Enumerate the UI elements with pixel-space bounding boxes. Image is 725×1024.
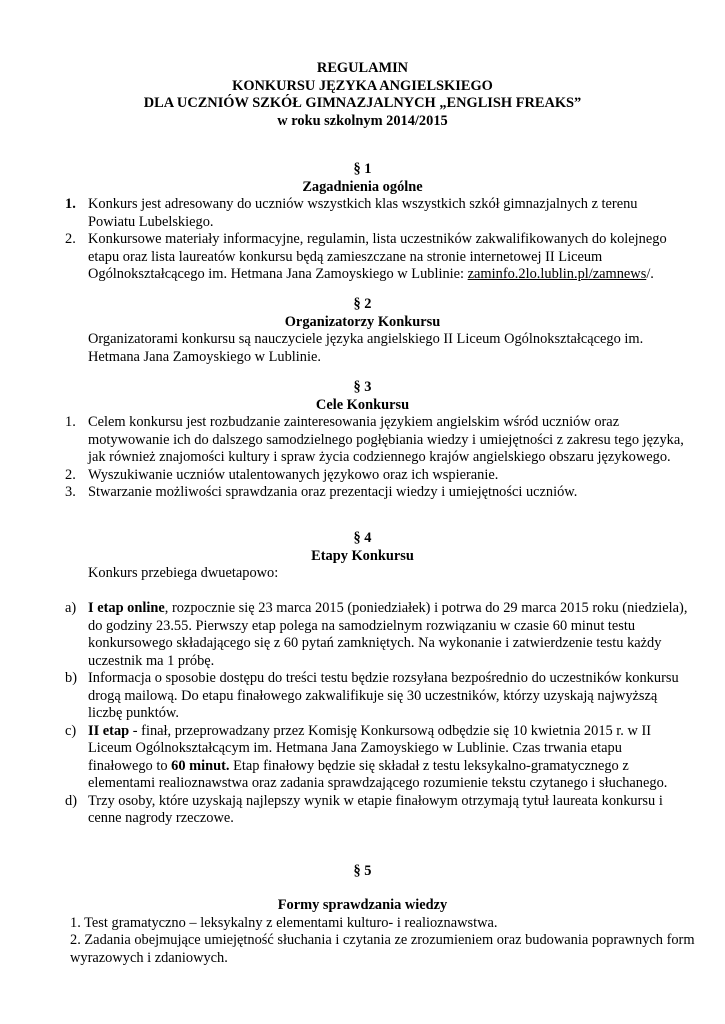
list-item (0, 484, 725, 502)
list-item (0, 467, 725, 485)
section-2-text: Organizatorami konkursu są nauczyciele języka angielskiego II Liceum Ogólnokształcącego im. Hetmana Jana Zamoyskiego w Lublinie. (88, 331, 644, 365)
section-1-number: § 1 (353, 161, 372, 177)
list-item-text: I etap online, rozpocznie się 23 marca 2015 (poniedziałek) i potrwa do 29 marca 2015 roku (niedziela), do godziny 23.55. Pierwszy etap polega na samodzielnym rozwiązaniu w czasie 60 minut testu konkursowego składającego się z 60 pytań zamkniętych. Na wykonanie i zatwierdzenie testu każdy uczestnik ma 1 próbę. (88, 600, 688, 669)
list-item (0, 793, 725, 828)
section-3-title: Cele Konkursu (315, 396, 410, 413)
list-item-text: Konkurs jest adresowany do uczniów wszystkich klas wszystkich szkół gimnazjalnych z terenu Powiatu Lubelskiego. (88, 196, 638, 230)
list-item: 1. Test gramatyczno – leksykalny z elementami kulturo- i realioznawstwa. (70, 914, 498, 931)
title-line-3: DLA UCZNIÓW SZKÓŁ GIMNAZJALNYCH „ENGLISH FREAKS” (143, 95, 582, 111)
section-2-title: Organizatorzy Konkursu (284, 313, 441, 330)
list-marker: 3. (65, 484, 76, 500)
list-item (0, 414, 725, 467)
list-item-text: Stwarzanie możliwości sprawdzania oraz prezentacji wiedzy i umiejętności uczniów. (88, 484, 578, 500)
section-4-number: § 4 (353, 530, 372, 546)
list-marker: b) (65, 670, 77, 686)
list-item (0, 670, 725, 723)
list-item-text: Informacja o sposobie dostępu do treści testu będzie rozsyłana bezpośrednio do uczestników konkursu drogą mailową. Do etapu finałowego zakwalifikuje się 30 uczestników, którzy uzyskają najwyższą liczbę punktów. (88, 670, 679, 721)
section-5-number: § 5 (353, 863, 372, 879)
list-marker: c) (65, 722, 77, 739)
section-3 (0, 379, 725, 502)
section-5-title: Formy sprawdzania wiedzy (277, 897, 448, 913)
title-line-2: KONKURSU JĘZYKA ANGIELSKIEGO (232, 77, 493, 94)
list-item-text: Celem konkursu jest rozbudzanie zainteresowania językiem angielskim wśród uczniów oraz motywowanie ich do dalszego samodzielnego pogłębiania wiedzy i umiejętności z zakresu tego języka, jak również znajomości kultury i spraw życia codziennego krajów angielskiego obszaru językowego. (88, 414, 684, 465)
section-1-title: Zagadnienia ogólne (302, 178, 423, 195)
list-item (0, 723, 725, 793)
section-1 (0, 161, 725, 284)
list-marker: 2. (65, 231, 76, 247)
list-marker: 1. (65, 196, 76, 212)
list-item (0, 231, 725, 284)
section-4-title: Etapy Konkursu (311, 547, 414, 564)
list-marker: 2. (65, 466, 76, 483)
section-5-body (0, 897, 725, 967)
list-marker: 1. (65, 414, 76, 430)
list-item (0, 600, 725, 670)
list-item (0, 196, 725, 231)
section-4-intro: Konkurs przebiega dwuetapowo: (88, 565, 279, 581)
list-item: 2. Zadania obejmujące umiejętność słuchania i czytania ze zrozumieniem oraz budowania poprawnych form wyrazowych i zdaniowych. (70, 932, 695, 966)
list-item-text: Wyszukiwanie uczniów utalentowanych językowo oraz ich wspieranie. (88, 466, 499, 483)
section-5 (0, 863, 725, 881)
section-3-number: § 3 (353, 379, 372, 395)
title-line-1: REGULAMIN (316, 60, 409, 76)
section-2 (0, 296, 725, 366)
section-2-number: § 2 (353, 296, 372, 312)
document-title (0, 60, 725, 130)
website-link[interactable]: zaminfo.2lo.lublin.pl/zamnews (467, 266, 647, 282)
list-item-text: Trzy osoby, które uzyskają najlepszy wynik w etapie finałowym otrzymają tytuł laureata konkursu i cenne nagrody rzeczowe. (88, 792, 663, 826)
section-4 (0, 530, 725, 828)
list-item-text: Konkursowe materiały informacyjne, regulamin, lista uczestników zakwalifikowanych do kolejnego etapu oraz lista laureatów konkursu będą zamieszczane na stronie internetowej II Liceum Ogólnokształcącego im. Hetmana Jana Zamoyskiego w Lublinie: zaminfo.2lo.lublin.pl/zamnews/. (88, 231, 667, 282)
list-item-text: II etap - finał, przeprowadzany przez Komisję Konkursową odbędzie się 10 kwietnia 2015 r. w II Liceum Ogólnokształcącym im. Hetmana Jana Zamoyskiego w Lublinie. Czas trwania etapu finałowego to 60 minut. Etap finałowy będzie się składał z testu leksykalno-gramatycznego z elementami realioznawstwa oraz zadania sprawdzającego rozumienie tekstu czytanego i słuchanego. (88, 722, 668, 791)
list-marker: d) (65, 792, 77, 809)
list-marker: a) (65, 600, 77, 616)
title-line-4: w roku szkolnym 2014/2015 (277, 112, 448, 129)
